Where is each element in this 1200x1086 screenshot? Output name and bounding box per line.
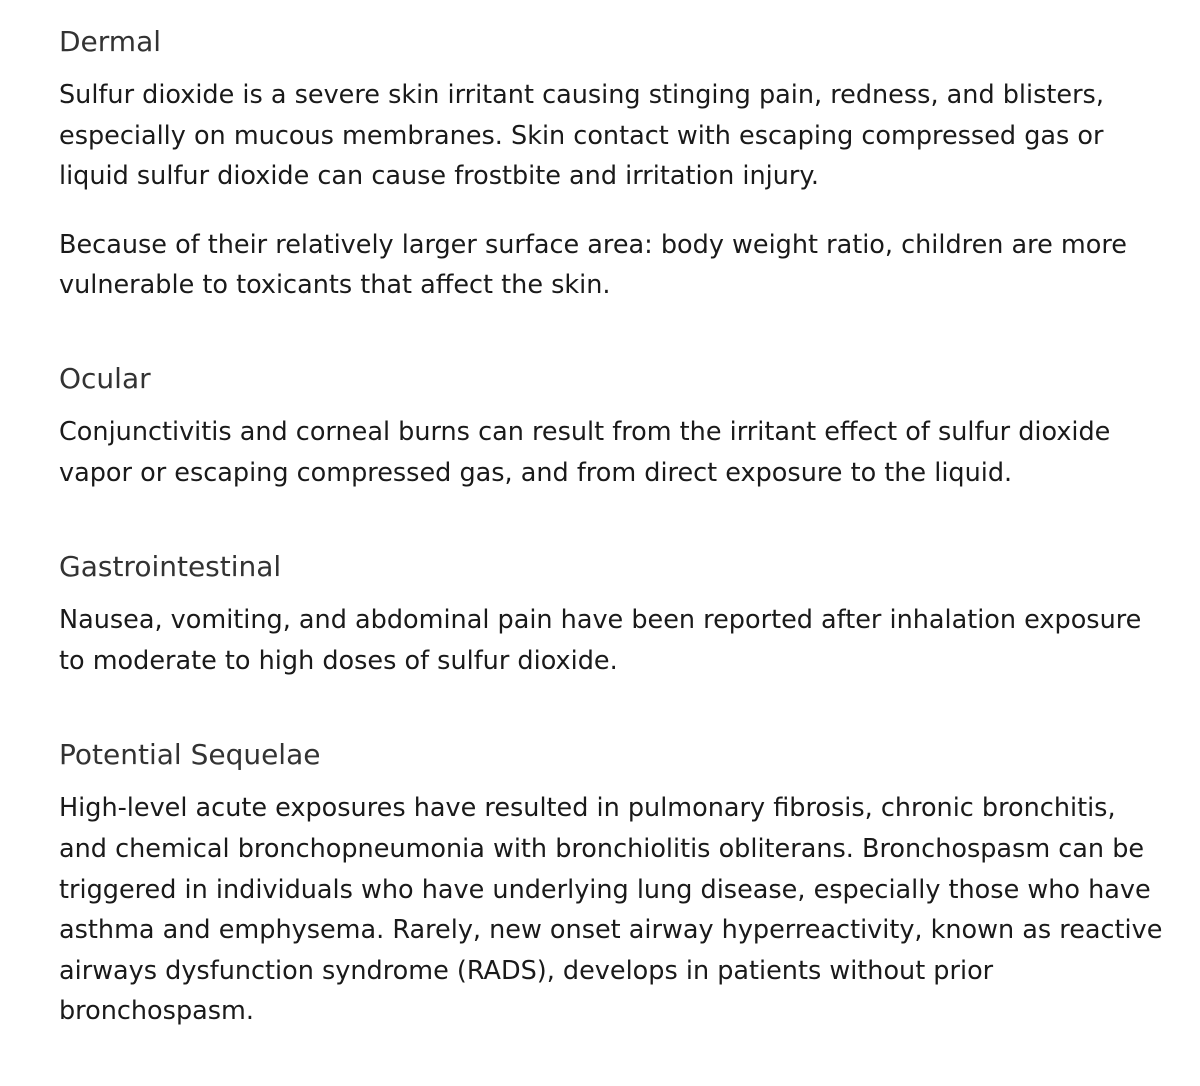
section-potential-sequelae (59, 735, 1169, 1032)
dermal-paragraph-2: Because of their relatively larger surface area: body weight ratio, children are more vulnerable to toxicants that affect the skin. (59, 229, 1127, 301)
ocular-paragraph: Conjunctivitis and corneal burns can result from the irritant effect of sulfur dioxide vapor or escaping compressed gas, and from direct exposure to the liquid. (59, 416, 1111, 488)
section-dermal (59, 22, 1169, 306)
potential-sequelae-paragraph: High-level acute exposures have resulted in pulmonary fibrosis, chronic bronchitis, and chemical bronchopneumonia with bronchiolitis obliterans. Bronchospasm can be triggered in individuals who have underlying lung disease, especially those who have asthma and emphysema. Rarely, new onset airway hyperreactivity, known as reactive airways dysfunction syndrome (RADS), develops in patients without prior bronchospasm. (59, 793, 1163, 1027)
dermal-paragraph-1: Sulfur dioxide is a severe skin irritant causing stinging pain, redness, and blisters, especially on mucous membranes. Skin contact with escaping compressed gas or liquid sulfur dioxide can cause frostbite and irritation injury. (59, 80, 1104, 192)
section-gastrointestinal (59, 547, 1169, 681)
section-heading-potential-sequelae: Potential Sequelae (59, 738, 321, 772)
section-ocular (59, 359, 1169, 493)
document-body (59, 22, 1169, 1032)
section-heading-gastrointestinal: Gastrointestinal (59, 550, 282, 584)
section-heading-dermal: Dermal (59, 25, 162, 58)
section-heading-ocular: Ocular (59, 361, 151, 395)
gastrointestinal-paragraph: Nausea, vomiting, and abdominal pain have been reported after inhalation exposure to moderate to high doses of sulfur dioxide. (59, 605, 1142, 676)
